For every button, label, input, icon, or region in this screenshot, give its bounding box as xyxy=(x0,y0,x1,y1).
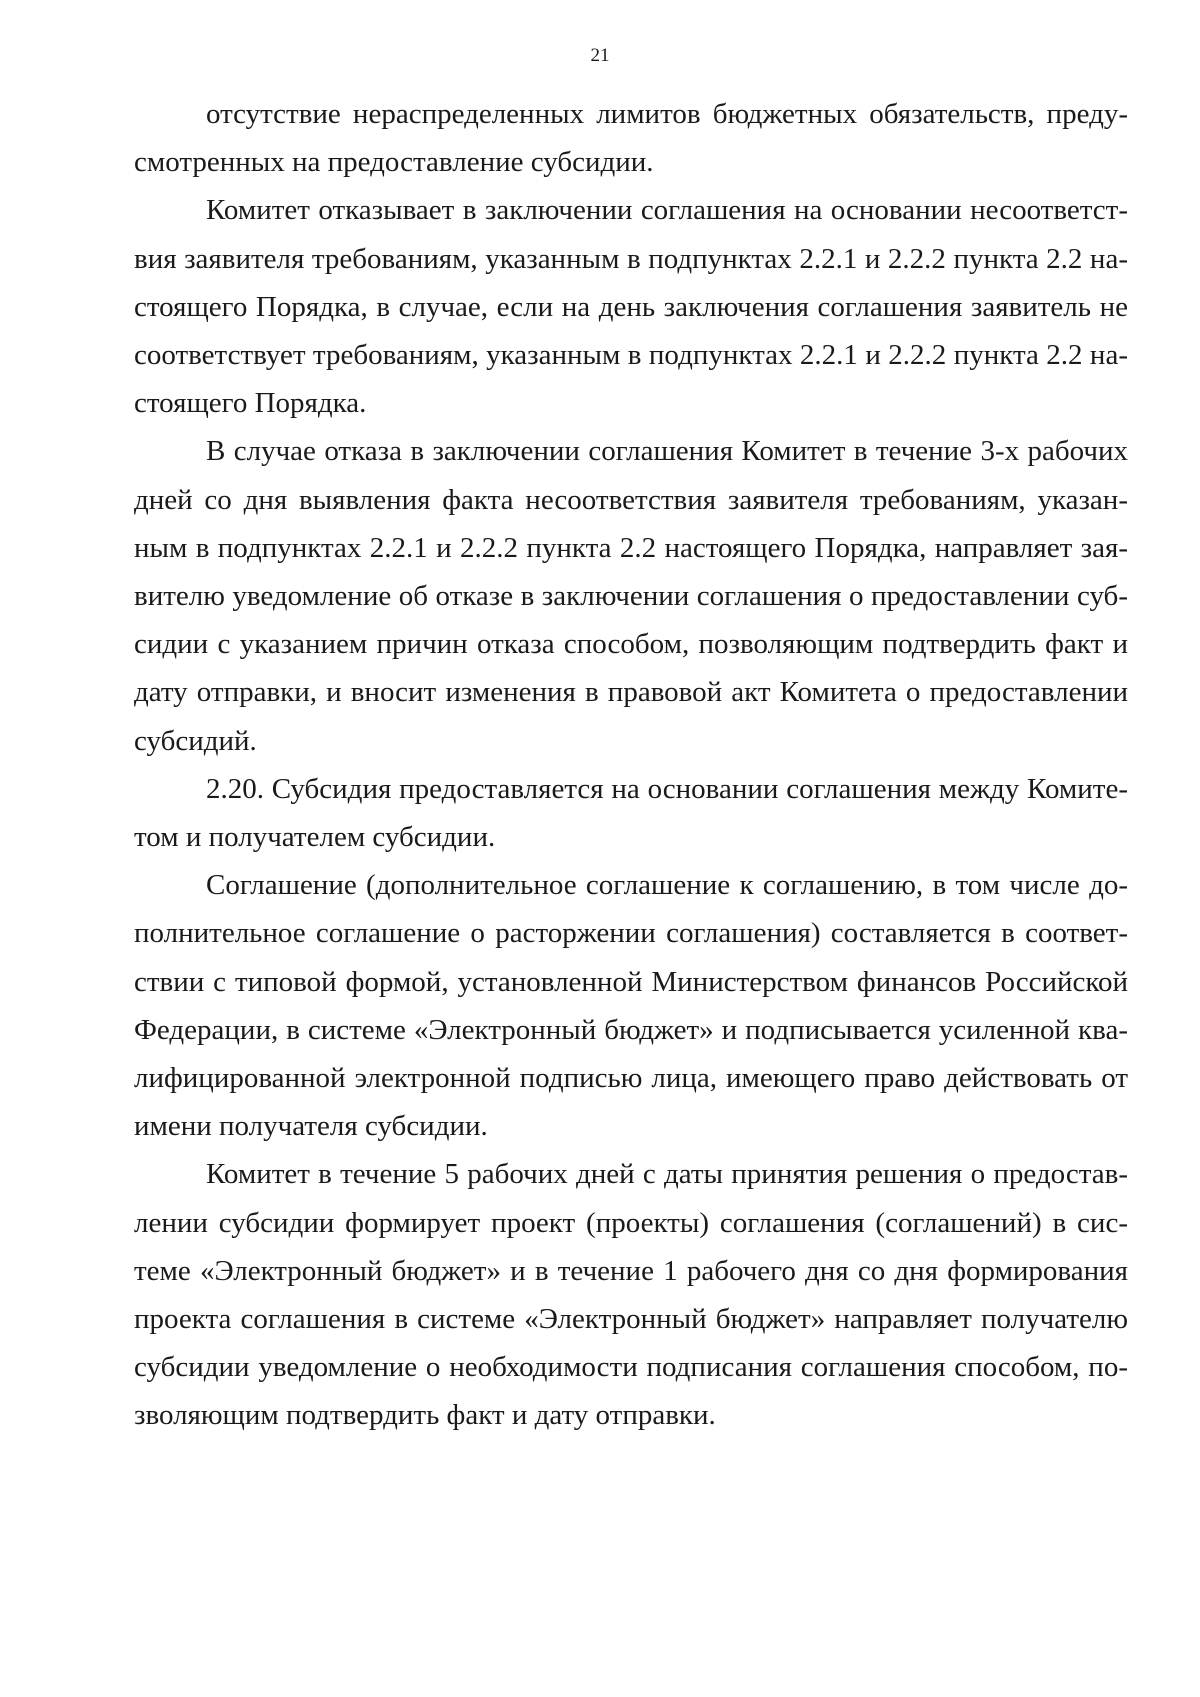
paragraph-2-20: 2.20. Субсидия предоставляется на основании соглашения между Комитетом и получателем субсидии. xyxy=(134,772,1128,854)
paragraph-agreement-draft: Комитет в течение 5 рабочих дней с даты принятия решения о предоставлении субсидии формирует проект (проекты) соглашения (соглашений) в системе «Электронный бюджет» и в течение 1 рабочего дня со дня формирования проекта соглашения в системе «Электронный бюджет» направляет получателю субсидии уведомление о необходимости подписания соглашения способом, позволяющим подтвердить факт и дату отправки. xyxy=(134,1158,1128,1432)
document-body xyxy=(134,90,1128,1440)
page-number: 21 xyxy=(590,45,610,66)
paragraph-agreement-form: Соглашение (дополнительное соглашение к соглашению, в том числе дополнительное соглашение о расторжении соглашения) составляется в соответствии с типовой формой, установленной Министерством финансов Российской Федерации, в системе «Электронный бюджет» и подписывается усиленной квалифицированной электронной подписью лица, имеющего право действовать от имени получателя субсидии. xyxy=(134,869,1128,1143)
paragraph-budget-limits: отсутствие нераспределенных лимитов бюджетных обязательств, предусмотренных на предоставление субсидии. xyxy=(134,98,1128,179)
paragraph-refusal-grounds: Комитет отказывает в заключении соглашения на основании несоответствия заявителя требованиям, указанным в подпунктах 2.2.1 и 2.2.2 пункта 2.2 настоящего Порядка, в случае, если на день заключения соглашения заявитель не соответствует требованиям, указанным в подпунктах 2.2.1 и 2.2.2 пункта 2.2 настоящего Порядка. xyxy=(134,194,1128,420)
paragraph-refusal-notice: В случае отказа в заключении соглашения Комитет в течение 3-х рабочих дней со дня выявления факта несоответствия заявителя требованиям, указанным в подпунктах 2.2.1 и 2.2.2 пункта 2.2 настоящего Порядка, направляет заявителю уведомление об отказе в заключении соглашения о предоставлении субсидии с указанием причин отказа способом, позволяющим подтвердить факт и дату отправки, и вносит изменения в правовой акт Комитета о предоставлении субсидий. xyxy=(134,435,1128,757)
